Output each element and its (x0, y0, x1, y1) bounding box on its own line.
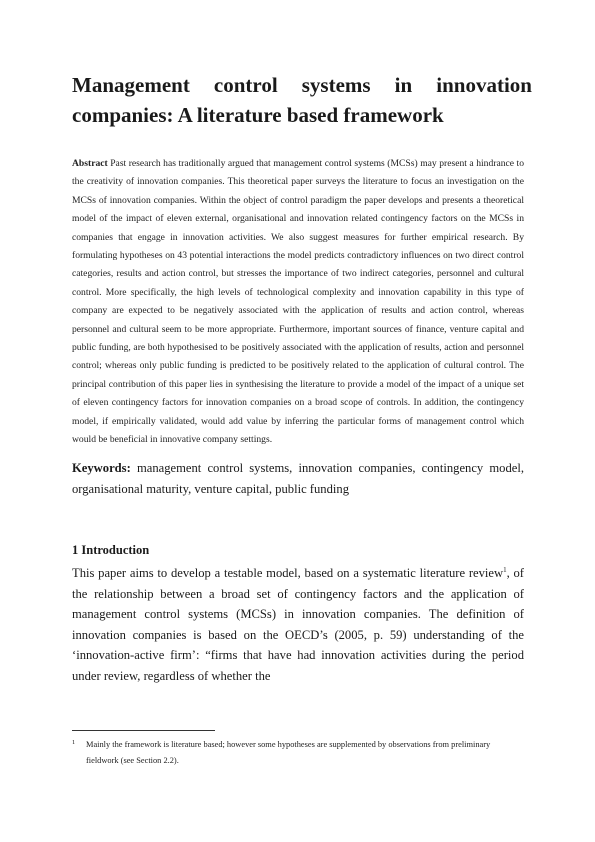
abstract-label: Abstract (72, 158, 108, 169)
introduction-paragraph (72, 563, 524, 686)
keywords (72, 458, 524, 500)
intro-text-start: This paper aims to develop a testable model, based on a systematic literature review (72, 566, 504, 580)
section-heading-introduction: 1 Introduction (72, 543, 150, 557)
intro-text-rest: , of the relationship between a broad set of contingency factors and the application of management control systems (MCSs) in innovation companies. The definition of innovation companies is based on the OECD’s (2005, p. 59) understanding of the ‘innovation-active firm’: “firms that have had innovation activities during the period under review, regardless of whether the (72, 566, 524, 683)
footnote-divider (72, 730, 215, 731)
keywords-label: Keywords: (72, 461, 131, 475)
keywords-text: management control systems, innovation companies, contingency model, organisational maturity, venture capital, public funding (72, 461, 524, 496)
footnote (72, 737, 524, 769)
footnote-reference[interactable]: 1 (503, 566, 507, 574)
abstract-text: Past research has traditionally argued that management control systems (MCSs) may present a hindrance to the creativity of innovation companies. This theoretical paper surveys the literature to focus an investigation on the MCSs of innovation companies. Within the object of control paradigm the paper develops and presents a theoretical model of the impact of eleven external, organisational and innovation related contingency factors on the MCSs in companies that engage in innovation activities. We also suggest measures for further empirical research. By formulating hypotheses on 43 potential interactions the model predicts contradictory influences on two direct control categories, results and action control, but stresses the importance of two indirect categories, personnel and cultural control. More specifically, the high levels of technological complexity and innovation capability in this type of company are expected to be negatively associated with the application of results and action control, whereas personnel and cultural seem to be more appropriate. Furthermore, important sources of finance, venture capital and public funding, are both hypothesised to be positively associated with the application of results, action and personnel control; whereas only public funding is predicted to be positively related to the application of cultural control. The principal contribution of this paper lies in synthesising the literature to provide a model of the impact of a unique set of eleven contingency factors for innovation companies on a broad scope of controls. In addition, the contingency model, if empirically validated, would add value by inferring the particular forms of management control which would be beneficial in innovative company settings. (72, 158, 524, 446)
abstract (72, 155, 524, 450)
footnote-text: Mainly the framework is literature based; however some hypotheses are supplemented by observations from preliminary fieldwork (see Section 2.2). (86, 740, 491, 765)
paper-title: Management control systems in innovation companies: A literature based framework (72, 73, 532, 127)
footnote-mark: 1 (72, 739, 76, 746)
